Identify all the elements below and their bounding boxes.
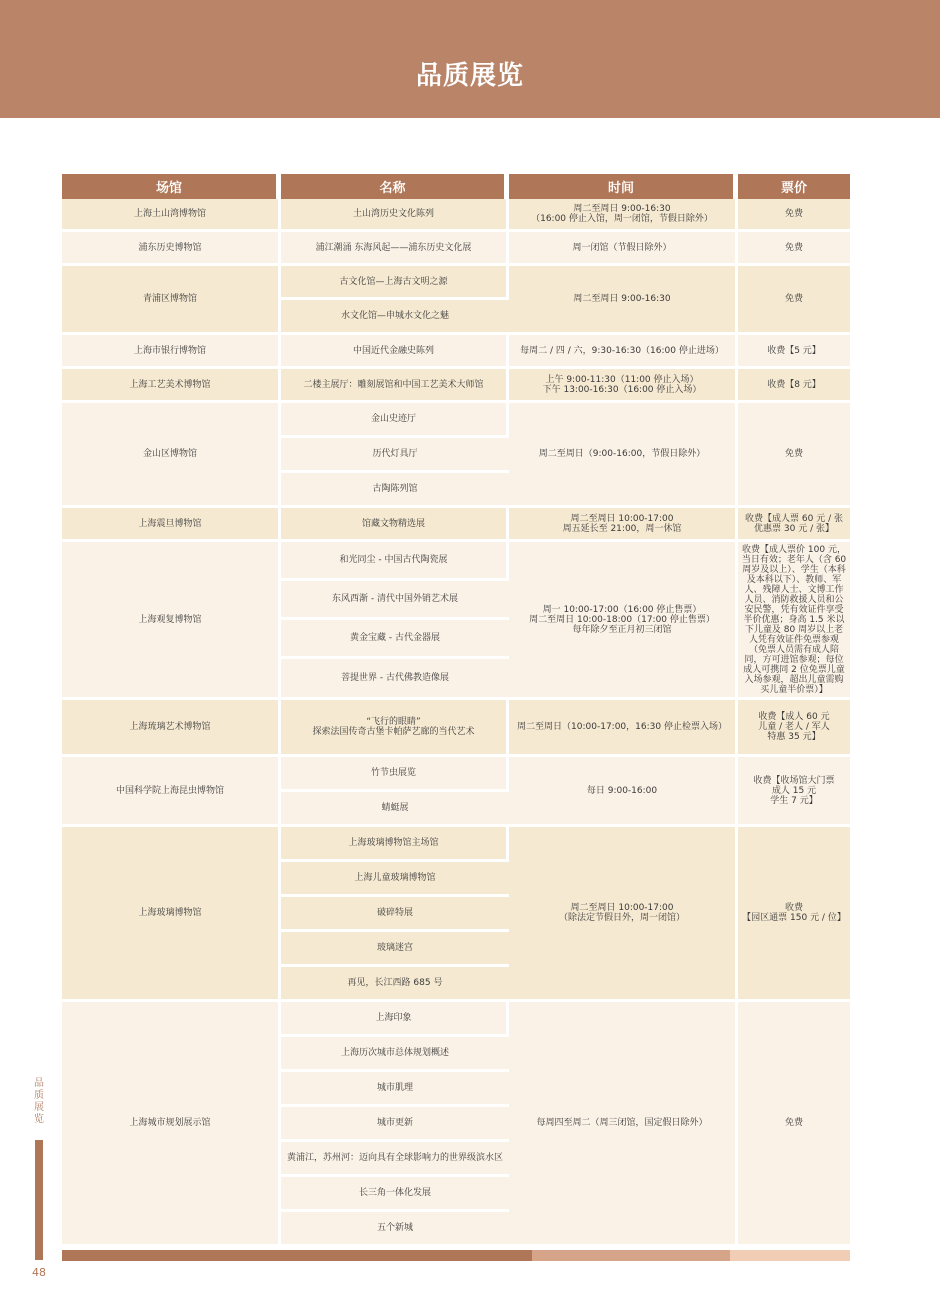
- opening-time-cell: 周二至周日 9:00-16:30 （16:00 停止入馆，周一闭馆，节假日除外）: [509, 199, 738, 232]
- exhibit-name-cell: 馆藏文物精选展: [281, 508, 509, 542]
- exhibit-name-cell: 上海印象: [281, 1002, 509, 1037]
- ticket-price-cell: 收费【5 元】: [738, 335, 850, 369]
- exhibit-name-cell: 历代灯具厅: [281, 438, 509, 473]
- exhibit-name-cell: 菩提世界 - 古代佛教造像展: [281, 659, 509, 700]
- opening-time-cell: 周二至周日（9:00-16:00，节假日除外）: [509, 403, 738, 508]
- exhibition-table: [62, 174, 850, 1247]
- exhibit-name-cell: 上海玻璃博物馆主场馆: [281, 827, 509, 862]
- side-section-label: 品质展览: [34, 1078, 44, 1125]
- ticket-price-cell: 收费【收场馆大门票 成人 15 元 学生 7 元】: [738, 757, 850, 827]
- exhibit-name-cell: 五个新城: [281, 1212, 509, 1247]
- exhibit-name-cell: 再见，长江西路 685 号: [281, 967, 509, 1002]
- header-price: 票价: [738, 174, 850, 199]
- venue-cell: 上海琉璃艺术博物馆: [62, 700, 281, 757]
- opening-time-cell: 周二至周日（10:00-17:00，16:30 停止检票入场）: [509, 700, 738, 757]
- venue-cell: 上海震旦博物馆: [62, 508, 281, 542]
- table-row: [62, 700, 850, 757]
- exhibit-name-cell: 古陶陈列馆: [281, 473, 509, 508]
- exhibit-name-cell: 中国近代金融史陈列: [281, 335, 509, 369]
- venue-cell: 上海市银行博物馆: [62, 335, 281, 369]
- table-row: [62, 335, 850, 369]
- opening-time-cell: 周二至周日 9:00-16:30: [509, 266, 738, 335]
- opening-time-cell: 每周四至周二（周三闭馆，国定假日除外）: [509, 1002, 738, 1247]
- exhibit-name-cell: 玻璃迷宫: [281, 932, 509, 967]
- exhibit-name-cell: 上海儿童玻璃博物馆: [281, 862, 509, 897]
- footer-bar-medium: [532, 1250, 730, 1261]
- venue-cell: 上海观复博物馆: [62, 542, 281, 700]
- header-venue: 场馆: [62, 174, 281, 199]
- ticket-price-cell: 免费: [738, 232, 850, 266]
- page-title: 品质展览: [415, 61, 524, 91]
- page-header: [0, 0, 940, 118]
- exhibit-name-cell: 水文化馆—申城水文化之魅: [281, 300, 509, 335]
- opening-time-cell: 每周二 / 四 / 六，9:30-16:30（16:00 停止进场）: [509, 335, 738, 369]
- venue-cell: 上海城市规划展示馆: [62, 1002, 281, 1247]
- header-name: 名称: [281, 174, 509, 199]
- opening-time-cell: 上午 9:00-11:30（11:00 停止入场） 下午 13:00-16:30（16:00 停止入场）: [509, 369, 738, 403]
- opening-time-cell: 周一 10:00-17:00（16:00 停止售票） 周二至周日 10:00-18:00（17:00 停止售票） 每年除夕至正月初三闭馆: [509, 542, 738, 700]
- page-number: 48: [32, 1266, 46, 1279]
- table-row: [62, 403, 850, 438]
- table-row: [62, 369, 850, 403]
- footer-bar-dark: [62, 1250, 532, 1261]
- ticket-price-cell: 免费: [738, 266, 850, 335]
- exhibit-name-cell: 土山湾历史文化陈列: [281, 199, 509, 232]
- exhibit-name-cell: 上海历次城市总体规划概述: [281, 1037, 509, 1072]
- venue-cell: 浦东历史博物馆: [62, 232, 281, 266]
- venue-cell: 上海玻璃博物馆: [62, 827, 281, 1002]
- venue-cell: 上海土山湾博物馆: [62, 199, 281, 232]
- exhibit-name-cell: 城市肌理: [281, 1072, 509, 1107]
- exhibit-name-cell: 古文化馆—上海古文明之源: [281, 266, 509, 300]
- exhibit-name-cell: 二楼主展厅：雕刻展馆和中国工艺美术大师馆: [281, 369, 509, 403]
- table-row: [62, 1002, 850, 1037]
- ticket-price-cell: 免费: [738, 199, 850, 232]
- ticket-price-cell: 收费【成人票价 100 元，当日有效；老年人（含 60 周岁及以上）、学生（本科及本科以下）、教师、军人、残障人士、文博工作人员、消防救援人员和公安民警，凭有效证件享受半价优惠；身高 1.5 米以下儿童及 80 周岁以上老人凭有效证件免票参观（免票人员需有成人陪同，方可进馆参观；每位成人可携同 2 位免票儿童入场参观，超出儿童需购买儿童半价票）】: [738, 542, 850, 700]
- exhibit-name-cell: “飞行的眼睛” 探索法国传奇古堡卡帕萨艺廊的当代艺术: [281, 700, 509, 757]
- ticket-price-cell: 收费【8 元】: [738, 369, 850, 403]
- table-row: [62, 266, 850, 300]
- venue-cell: 中国科学院上海昆虫博物馆: [62, 757, 281, 827]
- exhibit-name-cell: 黄浦江，苏州河：迈向具有全球影响力的世界级滨水区: [281, 1142, 509, 1177]
- venue-cell: 上海工艺美术博物馆: [62, 369, 281, 403]
- opening-time-cell: 每日 9:00-16:00: [509, 757, 738, 827]
- opening-time-cell: 周二至周日 10:00-17:00 周五延长至 21:00，周一休馆: [509, 508, 738, 542]
- exhibit-name-cell: 蜻蜓展: [281, 792, 509, 827]
- opening-time-cell: 周一闭馆（节假日除外）: [509, 232, 738, 266]
- table-row: [62, 542, 850, 581]
- exhibit-name-cell: 竹节虫展览: [281, 757, 509, 792]
- ticket-price-cell: 收费 【园区通票 150 元 / 位】: [738, 827, 850, 1002]
- exhibit-name-cell: 城市更新: [281, 1107, 509, 1142]
- exhibit-name-cell: 破碎特展: [281, 897, 509, 932]
- table-row: [62, 232, 850, 266]
- venue-cell: 金山区博物馆: [62, 403, 281, 508]
- table-row: [62, 827, 850, 862]
- ticket-price-cell: 收费【成人票 60 元 / 张 优惠票 30 元 / 张】: [738, 508, 850, 542]
- header-time: 时间: [509, 174, 738, 199]
- side-accent-bar: [35, 1140, 43, 1260]
- opening-time-cell: 周二至周日 10:00-17:00 （除法定节假日外，周一闭馆）: [509, 827, 738, 1002]
- exhibit-name-cell: 长三角一体化发展: [281, 1177, 509, 1212]
- table-row: [62, 508, 850, 542]
- exhibit-name-cell: 和光同尘 - 中国古代陶瓷展: [281, 542, 509, 581]
- ticket-price-cell: 免费: [738, 403, 850, 508]
- table-row: [62, 199, 850, 232]
- footer-bar-light: [730, 1250, 850, 1261]
- exhibit-name-cell: 金山史迹厅: [281, 403, 509, 438]
- ticket-price-cell: 收费【成人 60 元 儿童 / 老人 / 军人 特惠 35 元】: [738, 700, 850, 757]
- exhibit-name-cell: 浦江潮涌 东海风起——浦东历史文化展: [281, 232, 509, 266]
- table-row: [62, 757, 850, 792]
- table-header-row: [62, 174, 850, 199]
- exhibit-name-cell: 黄金宝藏 - 古代金器展: [281, 620, 509, 659]
- venue-cell: 青浦区博物馆: [62, 266, 281, 335]
- ticket-price-cell: 免费: [738, 1002, 850, 1247]
- exhibit-name-cell: 东风西渐 - 清代中国外销艺术展: [281, 581, 509, 620]
